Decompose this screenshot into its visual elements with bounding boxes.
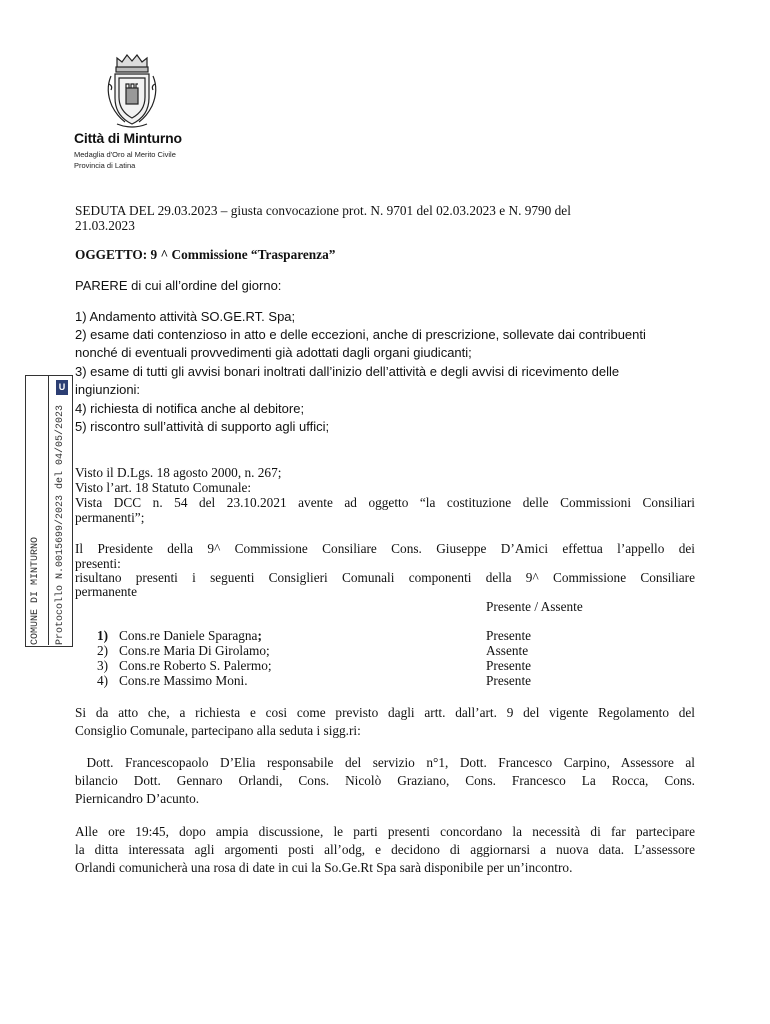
stamp-protocol-number: Protocollo N.0015699/2023 del 04/05/2023 — [55, 404, 66, 645]
member-1-status: Presente — [486, 628, 532, 643]
visto-line-2: Visto l’art. 18 Statuto Comunale: — [75, 480, 252, 495]
seduta-line-1: SEDUTA DEL 29.03.2023 – giusta convocazione prot. N. 9701 del 02.03.2023 e N. 9790 del — [75, 203, 571, 218]
si-da-atto-line-1: Si da atto che, a richiesta e cosi come previsto dagli artt. dall’art. 9 del vigente Regolamento del — [75, 705, 695, 720]
presidente-line-2: presenti: — [75, 556, 121, 571]
member-2-status: Assente — [486, 643, 529, 658]
member-2-num: 2) — [97, 643, 109, 658]
agenda-item-5: 5) riscontro sull’attività di supporto agli uffici; — [75, 419, 330, 434]
stamp-u-icon: U — [56, 380, 68, 395]
oggetto-heading: OGGETTO: 9 ^ Commissione “Trasparenza” — [75, 247, 336, 262]
member-1-name — [119, 628, 262, 643]
stamp-comune: COMUNE DI MINTURNO — [30, 536, 41, 645]
member-1-num: 1) — [97, 628, 109, 643]
agenda-item-3: 3) esame di tutti gli avvisi bonari inoltrati dall’inizio dell’attività e degli avvisi di ricevimento delle — [75, 364, 620, 379]
city-subtitle-medal: Medaglia d'Oro al Merito Civile — [74, 150, 176, 159]
conclusione-line-3: Orlandi comunicherà una rosa di date in cui la So.Ge.Rt Spa sarà disponibile per un’incontro. — [75, 860, 573, 875]
member-2-name: Cons.re Maria Di Girolamo; — [119, 643, 270, 658]
agenda-item-1: 1) Andamento attività SO.GE.RT. Spa; — [75, 309, 296, 324]
member-1-name-text: Cons.re Daniele Sparagna — [119, 628, 258, 643]
member-3-name: Cons.re Roberto S. Palermo; — [119, 658, 272, 673]
presidente-line-3: risultano presenti i seguenti Consiglieri Comunali componenti della 9^ Commissione Consiliare — [75, 570, 695, 585]
member-1-punct: ; — [257, 628, 262, 643]
presidente-line-4: permanente — [75, 584, 138, 599]
partecipanti-line-3: Piernicandro D’acunto. — [75, 791, 200, 806]
parere-intro: PARERE di cui all’ordine del giorno: — [75, 278, 282, 293]
agenda-item-3-cont: ingiunzioni: — [75, 382, 141, 397]
partecipanti-line-2: bilancio Dott. Gennaro Orlandi, Cons. Nicolò Graziano, Cons. Francesco La Rocca, Cons. — [75, 773, 695, 788]
member-4-name: Cons.re Massimo Moni. — [119, 673, 248, 688]
attendance-header: Presente / Assente — [486, 599, 583, 614]
seduta-line-2: 21.03.2023 — [75, 218, 135, 233]
member-4-status: Presente — [486, 673, 532, 688]
si-da-atto-line-2: Consiglio Comunale, partecipano alla seduta i sigg.ri: — [75, 723, 361, 738]
agenda-item-2: 2) esame dati contenzioso in atto e delle eccezioni, anche di prescrizione, sollevate dai contribuenti — [75, 327, 646, 342]
visto-line-4: permanenti”; — [75, 510, 145, 525]
city-name: Città di Minturno — [74, 130, 182, 146]
member-4-num: 4) — [97, 673, 109, 688]
coat-of-arms-logo — [103, 50, 161, 130]
visto-line-3: Vista DCC n. 54 del 23.10.2021 avente ad oggetto “la costituzione delle Commissioni Consiliari — [75, 495, 695, 510]
partecipanti-line-1: Dott. Francescopaolo D’Elia responsabile del servizio n°1, Dott. Francesco Carpino, Assessore al — [75, 755, 695, 770]
city-subtitle-province: Provincia di Latina — [74, 161, 136, 170]
member-3-num: 3) — [97, 658, 109, 673]
stamp-divider — [48, 375, 49, 645]
agenda-item-4: 4) richiesta di notifica anche al debitore; — [75, 401, 305, 416]
conclusione-line-1: Alle ore 19:45, dopo ampia discussione, le parti presenti concordano la necessità di far partecipare — [75, 824, 695, 839]
visto-line-1: Visto il D.Lgs. 18 agosto 2000, n. 267; — [75, 465, 282, 480]
agenda-item-2-cont: nonché di eventuali provvedimenti già adottati dagli organi giudicanti; — [75, 345, 472, 360]
conclusione-line-2: la ditta interessata agli argomenti posti all’odg, e decidono di aggiornarsi a nuova data. L’assessore — [75, 842, 695, 857]
presidente-line-1: Il Presidente della 9^ Commissione Consiliare Cons. Giuseppe D’Amici effettua l’appello dei — [75, 541, 695, 556]
member-3-status: Presente — [486, 658, 532, 673]
